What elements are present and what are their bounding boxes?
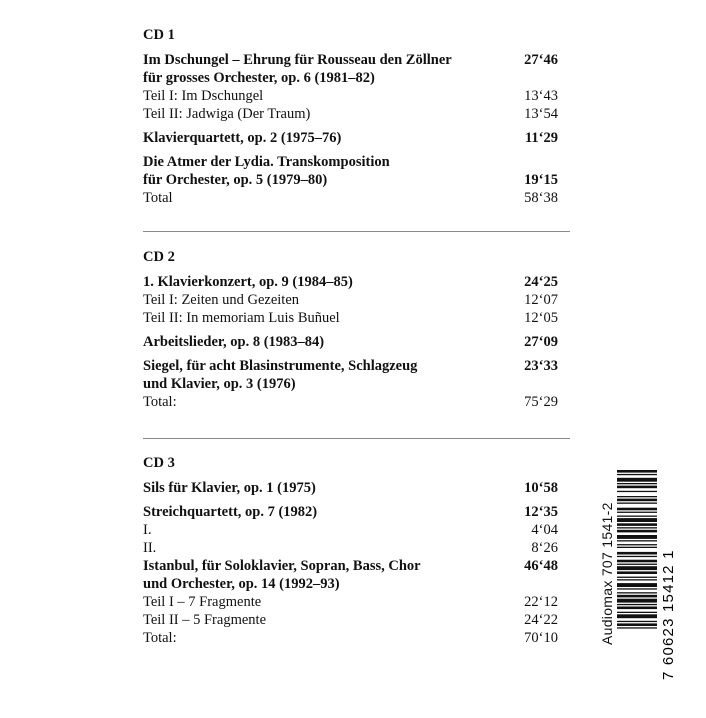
barcode-bar [617, 566, 657, 570]
total-row [143, 629, 558, 647]
work-title-line [143, 503, 558, 521]
work-title: 1. Klavierkonzert, op. 9 (1984–85) [143, 274, 353, 290]
work-title: für Orchester, op. 5 (1979–80) [143, 172, 328, 188]
barcode-bar [617, 607, 657, 610]
part-label: Teil II: In memoriam Luis Buñuel [143, 310, 340, 326]
total-row [143, 189, 558, 207]
work-duration: 27‘46 [524, 52, 558, 68]
part-row [143, 539, 558, 557]
work-title: Streichquartett, op. 7 (1982) [143, 504, 318, 520]
work-title-line [143, 375, 558, 393]
cd-title: CD 3 [143, 455, 175, 471]
work-title-line [143, 129, 558, 147]
work-duration: 10‘58 [524, 480, 558, 496]
barcode-bar [617, 592, 657, 593]
part-label: Teil I – 7 Fragmente [143, 594, 262, 610]
part-duration: 13‘54 [524, 106, 558, 122]
barcode-bar [617, 579, 657, 580]
part-duration: 22‘12 [524, 594, 558, 610]
part-label: Teil II: Jadwiga (Der Traum) [143, 106, 311, 122]
part-label: II. [143, 540, 157, 556]
total-duration: 70‘10 [524, 630, 558, 646]
barcode-bar [617, 577, 657, 578]
work-title: Istanbul, für Soloklavier, Sopran, Bass, Chor [143, 558, 421, 574]
barcode-bar [617, 560, 657, 563]
work-title-line [143, 69, 558, 87]
part-duration: 12‘07 [524, 292, 558, 308]
part-row [143, 87, 558, 105]
work-title: Die Atmer der Lydia. Transkomposition [143, 154, 390, 170]
barcode-bar [617, 595, 657, 598]
barcode-bar [617, 621, 657, 622]
barcode-bar [617, 512, 657, 513]
work-title: und Klavier, op. 3 (1976) [143, 376, 296, 392]
work-title: Arbeitslieder, op. 8 (1983–84) [143, 334, 325, 350]
part-label: Teil I: Im Dschungel [143, 88, 264, 104]
work-duration: 19‘15 [524, 172, 558, 188]
work-title-line [143, 273, 558, 291]
part-row [143, 611, 558, 629]
barcode-bar [617, 552, 657, 555]
part-label: Teil I: Zeiten und Gezeiten [143, 292, 300, 308]
barcode-bar [617, 518, 657, 522]
barcode-bar [617, 503, 657, 504]
total-duration: 58‘38 [524, 190, 558, 206]
part-label: I. [143, 522, 152, 538]
divider [143, 438, 570, 439]
part-duration: 13‘43 [524, 88, 558, 104]
work-duration: 24‘25 [524, 274, 558, 290]
work-duration: 11‘29 [524, 130, 558, 146]
work-duration: 27‘09 [524, 334, 558, 350]
barcode-graphic [617, 466, 679, 682]
barcode-bar [617, 491, 657, 492]
barcode-bar [617, 523, 657, 526]
work-title: Siegel, für acht Blasinstrumente, Schlagzeug [143, 358, 418, 374]
barcode-bar [617, 483, 657, 484]
work-title: für grosses Orchester, op. 6 (1981–82) [143, 70, 375, 86]
total-duration: 75‘29 [524, 394, 558, 410]
total-row [143, 393, 558, 411]
part-duration: 12‘05 [524, 310, 558, 326]
work-title-line [143, 479, 558, 497]
cd-3-section [143, 454, 558, 647]
work-title-line [143, 333, 558, 351]
work-title: Im Dschungel – Ehrung für Rousseau den Zöllner [143, 52, 452, 68]
part-duration: 24‘22 [524, 612, 558, 628]
barcode-bar [617, 627, 657, 628]
work-duration: 23‘33 [524, 358, 558, 374]
part-label: Teil II – 5 Fragmente [143, 612, 267, 628]
total-label: Total: [143, 394, 177, 410]
part-duration: 4‘04 [531, 522, 558, 538]
part-row [143, 105, 558, 123]
barcode-bar [617, 564, 657, 565]
part-duration: 8‘26 [531, 540, 558, 556]
barcode-bar [617, 530, 657, 533]
barcode-bar [617, 612, 657, 613]
barcode-bar [617, 588, 657, 589]
barcode-bar [617, 599, 657, 603]
barcode [597, 466, 679, 682]
barcode-digits: 7 60623 15412 1 [660, 549, 677, 680]
barcode-bar [617, 547, 657, 548]
cd-title: CD 2 [143, 249, 175, 265]
work-duration: 12‘35 [524, 504, 558, 520]
work-title-line [143, 153, 558, 171]
part-row [143, 593, 558, 611]
barcode-bar [617, 535, 657, 539]
divider [143, 231, 570, 232]
part-row [143, 291, 558, 309]
cd-title: CD 1 [143, 27, 175, 43]
work-title: Klavierquartett, op. 2 (1975–76) [143, 130, 342, 146]
cd-1-section [143, 26, 558, 207]
barcode-bar [617, 486, 657, 489]
barcode-bar [617, 604, 657, 605]
part-row [143, 309, 558, 327]
part-row [143, 521, 558, 539]
barcode-bar [617, 556, 657, 557]
barcode-bar [617, 516, 657, 517]
barcode-bar [617, 527, 657, 528]
total-label: Total [143, 190, 173, 206]
work-title: und Orchester, op. 14 (1992–93) [143, 576, 340, 592]
barcode-bar [617, 499, 657, 502]
barcode-bar [617, 544, 657, 545]
barcode-bar [617, 478, 657, 482]
total-label: Total: [143, 630, 177, 646]
work-title: Sils für Klavier, op. 1 (1975) [143, 480, 316, 496]
work-title-line [143, 575, 558, 593]
barcode-bar [617, 571, 657, 574]
work-duration: 46‘48 [524, 558, 558, 574]
barcode-bar [617, 470, 657, 473]
barcode-bar [617, 508, 657, 511]
barcode-bar [617, 474, 657, 475]
work-title-line [143, 557, 558, 575]
barcode-bar [617, 623, 657, 626]
barcode-bars [617, 470, 657, 629]
cd-2-section [143, 248, 558, 411]
work-title-line [143, 171, 558, 189]
barcode-bar [617, 496, 657, 497]
work-title-line [143, 357, 558, 375]
barcode-bar [617, 540, 657, 541]
barcode-bar [617, 583, 657, 587]
barcode-bar [617, 614, 657, 618]
work-title-line [143, 51, 558, 69]
catalog-number: Audiomax 707 1541-2 [599, 502, 615, 646]
